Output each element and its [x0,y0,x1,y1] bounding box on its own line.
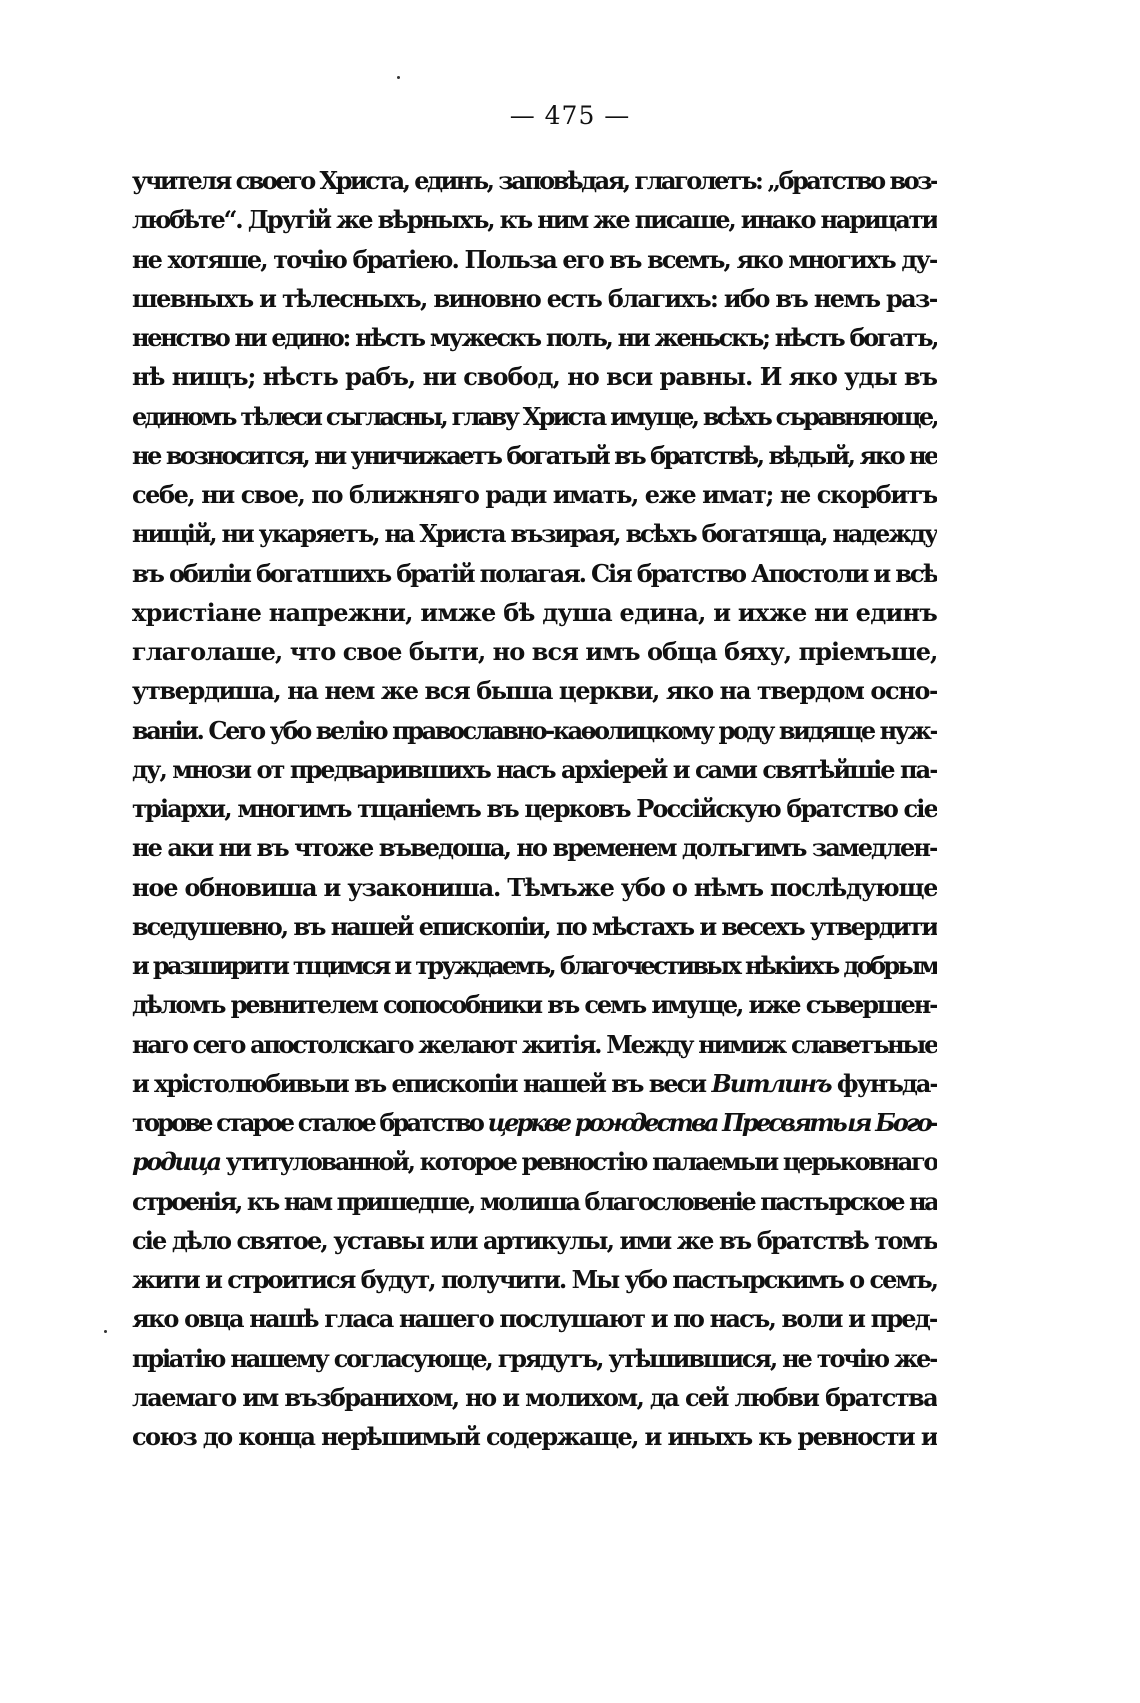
text-line [132,161,937,200]
text-line [132,1064,937,1103]
text-line [132,554,937,593]
text-segment: наго сего апостолскаго желают житія. Между нимиж славетъные [132,1029,937,1059]
text-line [132,593,937,632]
text-segment: утвердиша, на нем же вся быша церкви, яко на твердом осно- [132,676,937,706]
text-segment: дѣломъ ревнителем сопособники въ семъ имуще, иже съвершен- [132,990,937,1020]
text-segment: ненство ни едино: нѣсть мужескъ полъ, ни женьскъ; нѣсть богатъ, [132,323,937,352]
text-segment: союз до конца нерѣшимый содержаще, и иныхъ къ ревности и [132,1422,937,1451]
text-segment: въ обиліи богатшихъ братій полагая. Сія братство Апостоли и всѣ [132,558,937,588]
italic-text-segment: церкве рождества Пресвятыя Бого- [487,1108,937,1137]
text-line [132,1339,937,1378]
text-segment: ду, мнози от предварившихъ насъ архіерей и сами святѣйшіе па- [132,754,937,784]
text-line [132,200,937,239]
text-line [132,750,937,789]
text-segment: вседушевно, въ нашей епископіи, по мѣстахъ и весехъ утвердити [132,911,937,941]
text-line [132,397,937,436]
text-line [132,514,937,553]
text-segment: жити и строитися будут, получити. Мы убо пастырскимъ о семъ, [132,1265,937,1294]
print-speck [104,1330,107,1333]
text-line [132,1221,937,1260]
text-line [132,436,937,475]
text-segment: пріатію нашему согласующе, грядутъ, утѣшившися, не точію же- [132,1343,937,1373]
text-line [132,475,937,514]
text-segment: лаемаго им възбранихом, но и молихом, да сей любви братства [132,1382,937,1412]
text-line [132,985,937,1024]
text-line [132,711,937,750]
text-line [132,1378,937,1417]
text-segment: торове старое сталое братство [132,1108,488,1137]
text-line [132,632,937,671]
print-speck [397,76,400,79]
italic-text-segment: родица [132,1147,220,1177]
text-line [132,1025,937,1064]
text-line [132,671,937,710]
text-segment: шевныхъ и тѣлесныхъ, виновно есть благихъ: ибо въ немъ раз- [132,283,937,313]
text-segment: не хотяше, точію братіею. Польза его въ всемъ, яко многихъ ду- [132,244,937,274]
text-segment: христіане напрежни, имже бѣ душа едина, и ихже ни единъ [132,597,937,627]
text-segment: тріархи, многимъ тщаніемъ въ церковъ Россійскую братство сіе [132,794,937,823]
text-segment: утитулованной, которое ревностію палаемыи церьковнаго [219,1147,937,1177]
text-segment: фунъда- [830,1068,937,1098]
text-segment: нищій, ни укаряетъ, на Христа възирая, всѣхъ богатяща, надежду [132,519,937,549]
text-line [132,1299,937,1338]
text-line [132,946,937,985]
text-line [132,357,937,396]
text-line [132,240,937,279]
text-segment: любѣте“. Другій же вѣрныхъ, къ ним же писаше, инако нарицати [132,205,937,235]
text-segment: строенія, къ нам пришедше, молиша благословеніе пастырское на [132,1186,937,1216]
text-segment: не возносится, ни уничижаетъ богатый въ братствѣ, вѣдый, яко не [132,440,937,470]
text-segment: себе, ни свое, по ближняго ради имать, еже имат; не скорбитъ [132,480,937,509]
text-line [132,279,937,318]
text-line [132,1142,937,1181]
text-segment: ное обновиша и узакониша. Тѣмъже убо о нѣмъ послѣдующе [132,872,937,902]
body-text [132,161,937,1456]
text-line [132,1182,937,1221]
text-line [132,907,937,946]
text-segment: единомъ тѣлеси съгласны, главу Христа имуще, всѣхъ съравняюще, [132,401,937,431]
text-line [132,789,937,828]
text-segment: и хрістолюбивыи въ епископіи нашей въ веси [132,1068,712,1098]
text-line [132,1260,937,1299]
text-line [132,1103,937,1142]
text-segment: не аки ни въ чтоже въведоша, но временем долъгимъ замедлен- [132,833,937,863]
text-segment: и разширити тщимся и труждаемъ, благочестивых нѣкіихъ добрым [132,951,937,980]
text-segment: глаголаше, что свое быти, но вся имъ обща бяху, пріемъше, [132,637,937,666]
text-segment: яко овца нашѣ гласа нашего послушают и по насъ, воли и пред- [132,1304,937,1334]
text-line [132,318,937,357]
text-segment: учителя своего Христа, единъ, заповѣдая, глаголетъ: „братство воз- [132,166,937,195]
text-segment: сіе дѣло святое, уставы или артикулы, ими же въ братствѣ томъ [132,1225,937,1255]
text-segment: нѣ нищъ; нѣсть рабъ, ни свобод, но вси равны. И яко уды въ [132,362,937,392]
page-number: — 475 — [509,101,631,130]
text-line [132,828,937,867]
italic-text-segment: Витлинъ [711,1068,831,1098]
text-line [132,868,937,907]
text-line [132,1417,937,1456]
text-segment: ваніи. Сего убо велію православно-каѳолицкому роду видяще нуж- [132,715,937,745]
